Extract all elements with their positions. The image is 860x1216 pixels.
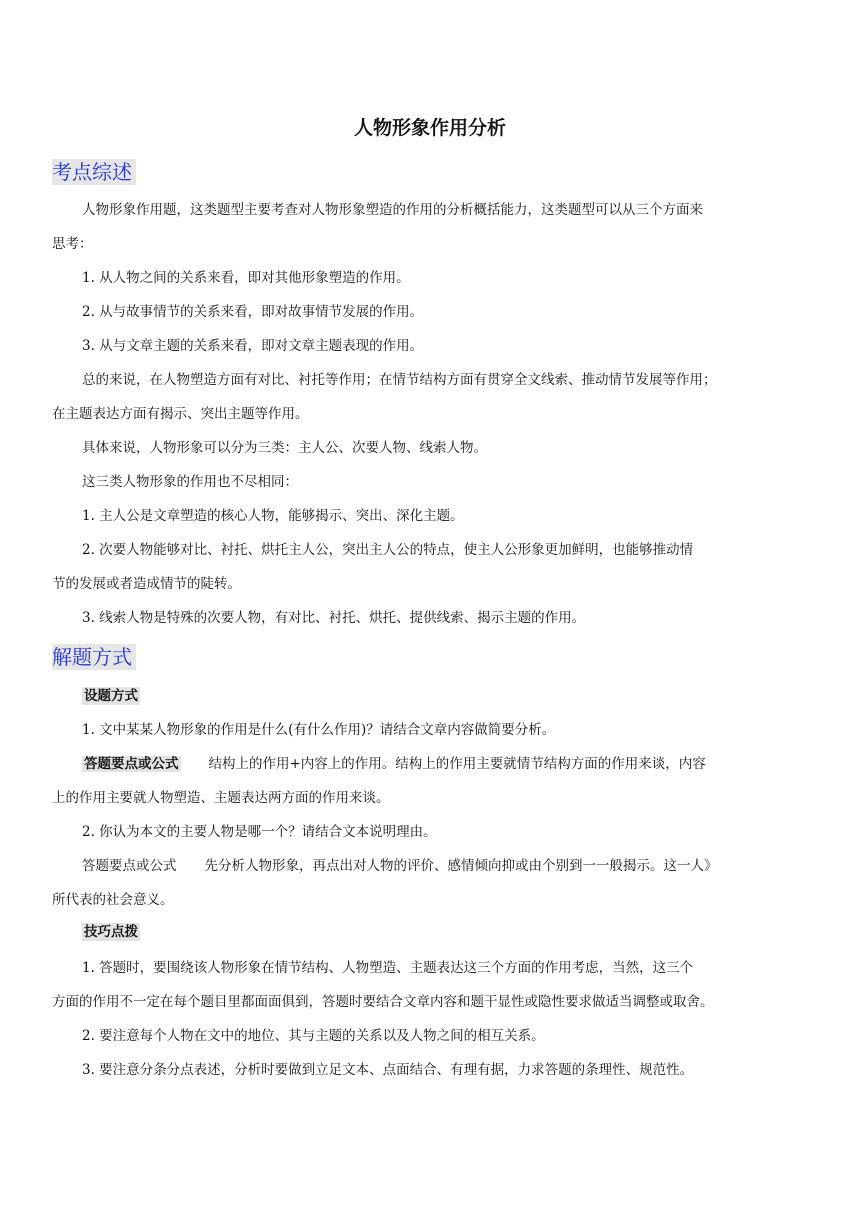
answer-1-line-1 bbox=[52, 747, 812, 781]
tip-3: 3. 要注意分条分点表述，分析时要做到立足文本、点面结合、有理有据，力求答题的条理性、规范性。 bbox=[82, 1062, 694, 1078]
subheading-tips: 技巧点拨 bbox=[84, 924, 138, 940]
question-1: 1. 文中某某人物形象的作用是什么(有什么作用)？请结合文章内容做简要分析。 bbox=[82, 722, 556, 738]
intro-paragraph-line-2: 思考： bbox=[52, 236, 93, 252]
list-item: 1. 主人公是文章塑造的核心人物，能够揭示、突出、深化主题。 bbox=[82, 508, 464, 524]
answer-1-text: 结构上的作用+内容上的作用。结构上的作用主要就情节结构方面的作用来谈，内容 bbox=[208, 756, 706, 772]
subheading-question-format: 设题方式 bbox=[84, 688, 138, 704]
types-diff-paragraph: 这三类人物形象的作用也不尽相同： bbox=[82, 474, 298, 490]
formula-label-highlighted: 答题要点或公式 bbox=[84, 756, 179, 772]
answer-2-line-1 bbox=[52, 849, 812, 883]
intro-paragraph-line-1: 人物形象作用题，这类题型主要考查对人物形象塑造的作用的分析概括能力，这类题型可以从三个方面来 bbox=[82, 202, 703, 218]
types-paragraph: 具体来说，人物形象可以分为三类：主人公、次要人物、线索人物。 bbox=[82, 440, 487, 456]
answer-1-line-2: 上的作用主要就人物塑造、主题表达两方面的作用来谈。 bbox=[52, 790, 390, 806]
section-heading-methods: 解题方式 bbox=[52, 644, 136, 670]
list-item: 2. 从与故事情节的关系来看，即对故事情节发展的作用。 bbox=[82, 304, 424, 320]
list-item: 3. 线索人物是特殊的次要人物，有对比、衬托、烘托、提供线索、揭示主题的作用。 bbox=[82, 610, 586, 626]
list-item: 1. 从人物之间的关系来看，即对其他形象塑造的作用。 bbox=[82, 270, 410, 286]
summary-paragraph-line-2: 在主题表达方面有揭示、突出主题等作用。 bbox=[52, 406, 309, 422]
list-item: 3. 从与文章主题的关系来看，即对文章主题表现的作用。 bbox=[82, 338, 424, 354]
tip-1-line-1: 1. 答题时，要围绕该人物形象在情节结构、人物塑造、主题表达这三个方面的作用考虑，当然，这三个 bbox=[82, 960, 694, 976]
list-item: 2. 次要人物能够对比、衬托、烘托主人公，突出主人公的特点，使主人公形象更加鲜明，也能够推动情 bbox=[82, 542, 694, 558]
answer-2-line-2: 所代表的社会意义。 bbox=[52, 892, 174, 908]
section-heading-overview: 考点综述 bbox=[52, 159, 136, 185]
summary-paragraph-line-1: 总的来说，在人物塑造方面有对比、衬托等作用；在情节结构方面有贯穿全文线索、推动情节发展等作用； bbox=[82, 372, 717, 388]
formula-label: 答题要点或公式 bbox=[82, 858, 177, 874]
tip-1-line-2: 方面的作用不一定在每个题目里都面面俱到，答题时要结合文章内容和题干显性或隐性要求做适当调整或取舍。 bbox=[52, 994, 714, 1010]
question-2: 2. 你认为本文的主要人物是哪一个？请结合文本说明理由。 bbox=[82, 824, 437, 840]
answer-2-text: 先分析人物形象，再点出对人物的评价、感情倾向抑或由个别到一一般揭示。这一人》 bbox=[204, 858, 718, 874]
list-item-continuation: 节的发展或者造成情节的陡转。 bbox=[52, 576, 241, 592]
tip-2: 2. 要注意每个人物在文中的地位、其与主题的关系以及人物之间的相互关系。 bbox=[82, 1028, 545, 1044]
page-title: 人物形象作用分析 bbox=[353, 117, 506, 139]
